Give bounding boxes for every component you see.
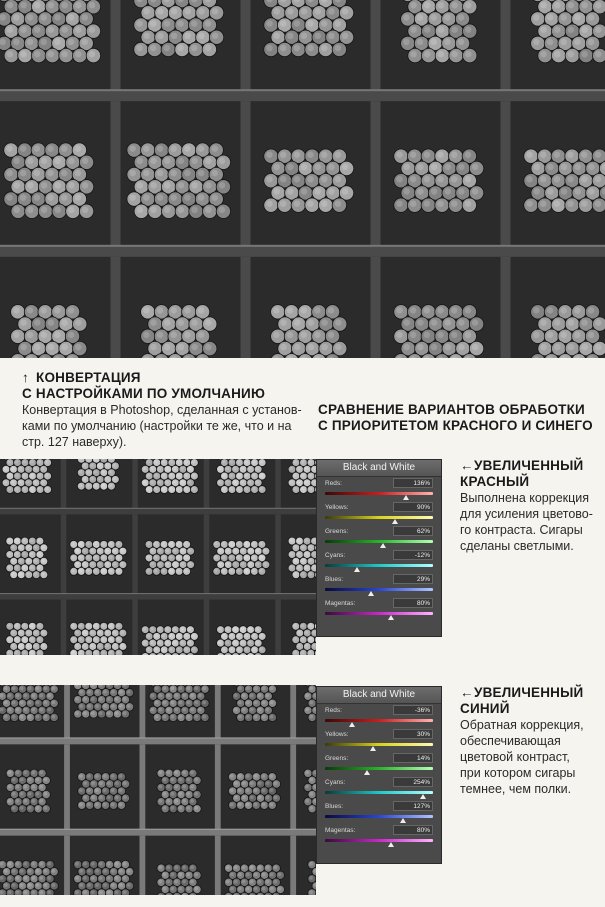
slider-label: Cyans: bbox=[325, 779, 346, 786]
slider-value-field[interactable]: 90% bbox=[393, 502, 433, 512]
slider-label: Blues: bbox=[325, 576, 344, 583]
caption-blue-body-4: при котором сигары bbox=[460, 766, 576, 780]
comparison-heading bbox=[318, 402, 598, 434]
caption-blue-body-1: Обратная коррекция, bbox=[460, 718, 584, 732]
slider-value-field[interactable]: 80% bbox=[393, 825, 433, 835]
slider-row-blues bbox=[317, 800, 441, 824]
caption-default-body-1: Конвертация в Photoshop, сделанная с установ- bbox=[22, 403, 302, 417]
comparison-heading-1: СРАВНЕНИЕ ВАРИАНТОВ ОБРАБОТКИ bbox=[318, 402, 585, 417]
slider-value-field[interactable]: -36% bbox=[393, 705, 433, 715]
slider-value-field[interactable]: 14% bbox=[393, 753, 433, 763]
caption-blue-body-2: обеспечивающая bbox=[460, 734, 561, 748]
caption-blue-heading-2: СИНИЙ bbox=[460, 701, 510, 716]
photo-blue-priority bbox=[0, 685, 316, 895]
slider-label: Reds: bbox=[325, 707, 342, 714]
slider-value-field[interactable]: -12% bbox=[393, 550, 433, 560]
slider-row-magentas bbox=[317, 824, 441, 848]
slider-track[interactable] bbox=[325, 767, 433, 770]
caption-default-heading-1: КОНВЕРТАЦИЯ bbox=[36, 370, 141, 385]
slider-thumb[interactable] bbox=[420, 794, 426, 799]
arrow-left-icon: ← bbox=[460, 458, 474, 473]
slider-row-cyans bbox=[317, 776, 441, 800]
slider-track[interactable] bbox=[325, 564, 433, 567]
slider-row-greens bbox=[317, 525, 441, 549]
slider-thumb[interactable] bbox=[400, 818, 406, 823]
caption-blue-heading-1: УВЕЛИЧЕННЫЙ bbox=[474, 685, 584, 700]
caption-red-body-1: Выполнена коррекция bbox=[460, 491, 590, 505]
slider-value-field[interactable]: 62% bbox=[393, 526, 433, 536]
panel-title: Black and White bbox=[317, 460, 441, 477]
slider-thumb[interactable] bbox=[388, 615, 394, 620]
slider-value-field[interactable]: 29% bbox=[393, 574, 433, 584]
slider-thumb[interactable] bbox=[370, 746, 376, 751]
slider-value-field[interactable]: 136% bbox=[393, 478, 433, 488]
slider-track[interactable] bbox=[325, 492, 433, 495]
slider-row-yellows bbox=[317, 728, 441, 752]
slider-track[interactable] bbox=[325, 791, 433, 794]
slider-label: Yellows: bbox=[325, 731, 349, 738]
caption-red-heading-2: КРАСНЫЙ bbox=[460, 474, 530, 489]
slider-track[interactable] bbox=[325, 815, 433, 818]
slider-thumb[interactable] bbox=[368, 591, 374, 596]
slider-label: Magentas: bbox=[325, 827, 356, 834]
slider-label: Yellows: bbox=[325, 504, 349, 511]
slider-track[interactable] bbox=[325, 839, 433, 842]
caption-red-body-3: го контраста. Сигары bbox=[460, 523, 583, 537]
black-and-white-panel-red bbox=[316, 459, 442, 637]
black-and-white-panel-blue bbox=[316, 686, 442, 864]
arrow-up-icon: ↑ bbox=[22, 370, 29, 385]
slider-value-field[interactable]: 254% bbox=[393, 777, 433, 787]
slider-label: Reds: bbox=[325, 480, 342, 487]
slider-track[interactable] bbox=[325, 743, 433, 746]
slider-row-reds bbox=[317, 704, 441, 728]
caption-default-body-3: стр. 127 наверху). bbox=[22, 435, 127, 449]
slider-track[interactable] bbox=[325, 612, 433, 615]
slider-thumb[interactable] bbox=[380, 543, 386, 548]
caption-blue-body-5: темнее, чем полки. bbox=[460, 782, 572, 796]
slider-row-magentas bbox=[317, 597, 441, 621]
caption-default bbox=[22, 370, 322, 450]
slider-label: Cyans: bbox=[325, 552, 346, 559]
slider-value-field[interactable]: 80% bbox=[393, 598, 433, 608]
slider-label: Magentas: bbox=[325, 600, 356, 607]
slider-row-reds bbox=[317, 477, 441, 501]
slider-track[interactable] bbox=[325, 719, 433, 722]
panel-title: Black and White bbox=[317, 687, 441, 704]
slider-thumb[interactable] bbox=[364, 770, 370, 775]
slider-track[interactable] bbox=[325, 540, 433, 543]
slider-label: Greens: bbox=[325, 755, 349, 762]
slider-row-blues bbox=[317, 573, 441, 597]
slider-label: Blues: bbox=[325, 803, 344, 810]
slider-row-greens bbox=[317, 752, 441, 776]
slider-thumb[interactable] bbox=[392, 519, 398, 524]
slider-thumb[interactable] bbox=[349, 722, 355, 727]
slider-thumb[interactable] bbox=[354, 567, 360, 572]
caption-red-body-2: для усиления цветово- bbox=[460, 507, 593, 521]
arrow-left-icon: ← bbox=[460, 685, 474, 700]
slider-value-field[interactable]: 30% bbox=[393, 729, 433, 739]
caption-default-heading-2: С НАСТРОЙКАМИ ПО УМОЛЧАНИЮ bbox=[22, 386, 266, 401]
slider-thumb[interactable] bbox=[403, 495, 409, 500]
slider-thumb[interactable] bbox=[388, 842, 394, 847]
caption-red-heading-1: УВЕЛИЧЕННЫЙ bbox=[474, 458, 584, 473]
slider-row-cyans bbox=[317, 549, 441, 573]
photo-default-conversion bbox=[0, 0, 605, 358]
caption-blue-body-3: цветовой контраст, bbox=[460, 750, 570, 764]
caption-red bbox=[460, 458, 600, 554]
slider-track[interactable] bbox=[325, 588, 433, 591]
slider-row-yellows bbox=[317, 501, 441, 525]
slider-label: Greens: bbox=[325, 528, 349, 535]
photo-red-priority bbox=[0, 459, 316, 655]
comparison-heading-2: С ПРИОРИТЕТОМ КРАСНОГО И СИНЕГО bbox=[318, 418, 593, 433]
slider-value-field[interactable]: 127% bbox=[393, 801, 433, 811]
caption-default-body-2: ками по умолчанию (настройки те же, что и на bbox=[22, 419, 292, 433]
caption-red-body-4: сделаны светлыми. bbox=[460, 539, 574, 553]
caption-blue bbox=[460, 685, 600, 797]
slider-track[interactable] bbox=[325, 516, 433, 519]
